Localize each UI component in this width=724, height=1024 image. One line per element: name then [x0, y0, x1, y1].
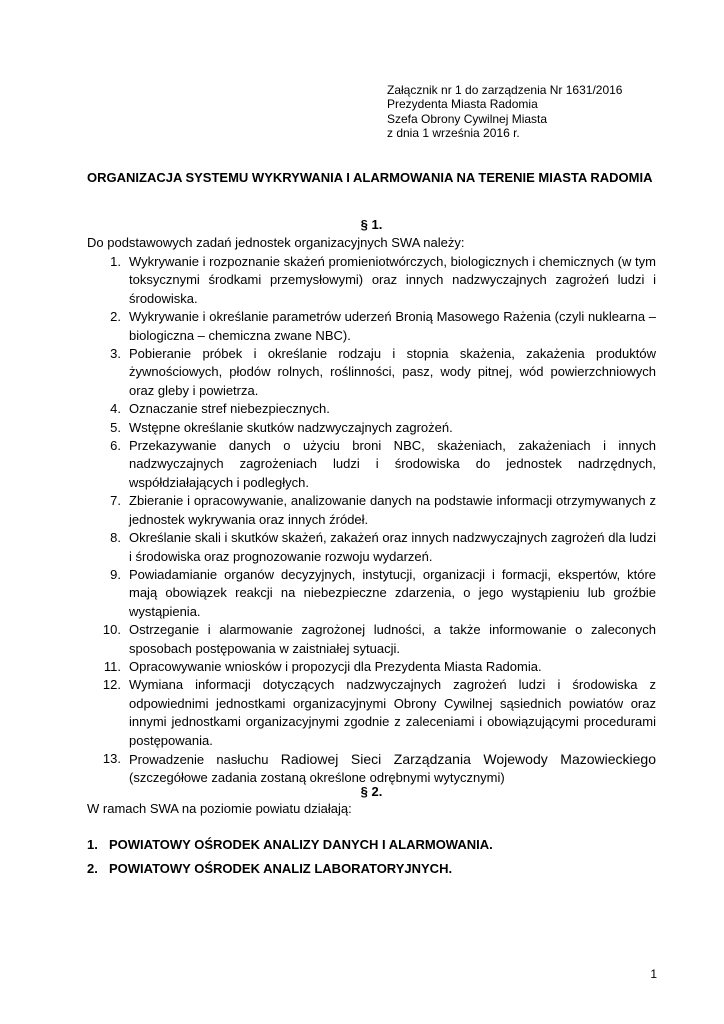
- list-item: [87, 621, 656, 658]
- page-number: 1: [650, 967, 657, 981]
- section-1-heading: § 1.: [360, 217, 383, 232]
- item-number: 6.: [110, 438, 121, 454]
- unit-name: POWIATOWY OŚRODEK ANALIZY DANYCH I ALARMOWANIA.: [109, 837, 493, 852]
- unit-item: [87, 836, 656, 854]
- task-list: [87, 253, 656, 788]
- item-text: Wykrywanie i określanie parametrów uderzeń Bronią Masowego Rażenia (czyli nuklearna – biologiczna – chemiczna zwane NBC).: [129, 309, 656, 343]
- item-text: Powiadamianie organów decyzyjnych, instytucji, organizacji i formacji, ekspertów, które mają obowiązek reakcji na niebezpieczne zdarzenia, o jego wystąpieniu lub groźbie wystąpienia.: [129, 566, 656, 619]
- list-item: [87, 566, 656, 621]
- list-item: [87, 419, 656, 437]
- item-text-note: (szczegółowe zadania zostaną określone odrębnymi wytycznymi): [129, 770, 505, 786]
- header-line: Załącznik nr 1 do zarządzenia Nr 1631/2016: [387, 83, 623, 97]
- item-number: 1.: [110, 254, 121, 269]
- list-item: [87, 529, 656, 566]
- item-number: 10.: [102, 622, 121, 638]
- list-item: [87, 437, 656, 492]
- unit-number: 2.: [87, 861, 98, 876]
- section-2-heading: § 2.: [360, 784, 383, 799]
- list-item: [87, 492, 656, 529]
- item-text: Wykrywanie i rozpoznanie skażeń promieniotwórczych, biologicznych i chemicznych (w tym toksycznymi środkami przemysłowymi) oraz innych nadzwyczajnych zagrożeń ludzi i środowiska.: [129, 254, 656, 306]
- list-item: [87, 253, 656, 308]
- item-number: 8.: [110, 530, 121, 546]
- document-title: ORGANIZACJA SYSTEMU WYKRYWANIA I ALARMOWANIA NA TERENIE MIASTA RADOMIA: [87, 170, 653, 185]
- item-text: Wymiana informacji dotyczących nadzwyczajnych zagrożeń ludzi i środowiska z odpowiednimi jednostkami organizacyjnymi Obrony Cywilnej sąsiednich powiatów oraz innymi jednostkami organizacyjnymi zgodnie z zaleceniami i obowiązującymi procedurami postępowania.: [129, 677, 656, 748]
- item-number: 3.: [110, 346, 121, 362]
- item-text: Zbieranie i opracowywanie, analizowanie danych na podstawie informacji otrzymywanych z jednostek wykrywania oraz innych źródeł.: [129, 493, 656, 527]
- item-text: Przekazywanie danych o użyciu broni NBC, skażeniach, zakażeniach i innych nadzwyczajnych zagrożeniach ludzi i środowiska do jednostek nadrzędnych, współdziałających i podległych.: [129, 438, 656, 490]
- list-item: [87, 658, 656, 676]
- unit-name: POWIATOWY OŚRODEK ANALIZ LABORATORYJNYCH.: [109, 861, 453, 876]
- item-text-part: Prowadzenie nasłuchu: [129, 751, 281, 767]
- item-number: 2.: [110, 309, 121, 325]
- item-text: Wstępne określanie skutków nadzwyczajnych zagrożeń.: [129, 419, 453, 435]
- item-text: [129, 750, 656, 769]
- item-text: Pobieranie próbek i określanie rodzaju i stopnia skażenia, zakażenia produktów żywnościowych, płodów rolnych, roślinności, pasz, wody pitnej, wód powierzchniowych oraz gleby i powietrza.: [129, 346, 656, 398]
- item-text: Określanie skali i skutków skażeń, zakażeń oraz innych nadzwyczajnych zagrożeń dla ludzi i środowiska oraz prognozowanie rozwoju wydarzeń.: [129, 530, 656, 564]
- header-line: z dnia 1 września 2016 r.: [387, 126, 520, 141]
- section-1-intro: Do podstawowych zadań jednostek organizacyjnych SWA należy:: [87, 235, 465, 250]
- item-text: Oznaczanie stref niebezpiecznych.: [129, 401, 330, 417]
- header-line: Prezydenta Miasta Radomia: [387, 97, 538, 112]
- list-item: [87, 308, 656, 345]
- section-2-intro: W ramach SWA na poziomie powiatu działają:: [87, 801, 352, 816]
- radio-network-name: Radiowej Sieci Zarządzania Wojewody Mazowieckiego: [280, 750, 656, 767]
- item-number: 4.: [110, 401, 121, 417]
- unit-number: 1.: [87, 837, 98, 852]
- list-item: [87, 345, 656, 400]
- item-number: 5.: [110, 419, 121, 435]
- item-number: 11.: [103, 658, 121, 674]
- list-item: [87, 676, 656, 750]
- header-line: Szefa Obrony Cywilnej Miasta: [387, 111, 548, 126]
- attachment-header: [387, 83, 687, 141]
- item-number: 12.: [102, 677, 121, 693]
- item-number: 9.: [110, 566, 121, 582]
- item-text: Ostrzeganie i alarmowanie zagrożonej ludności, a także informowanie o zaleconych sposobach postępowania w zaistniałej sytuacji.: [129, 622, 656, 656]
- list-item: [87, 400, 656, 418]
- item-number: 13.: [102, 750, 121, 766]
- item-number: 7.: [110, 493, 121, 509]
- unit-item: [87, 860, 656, 878]
- item-text: Opracowywanie wniosków i propozycji dla Prezydenta Miasta Radomia.: [129, 658, 542, 674]
